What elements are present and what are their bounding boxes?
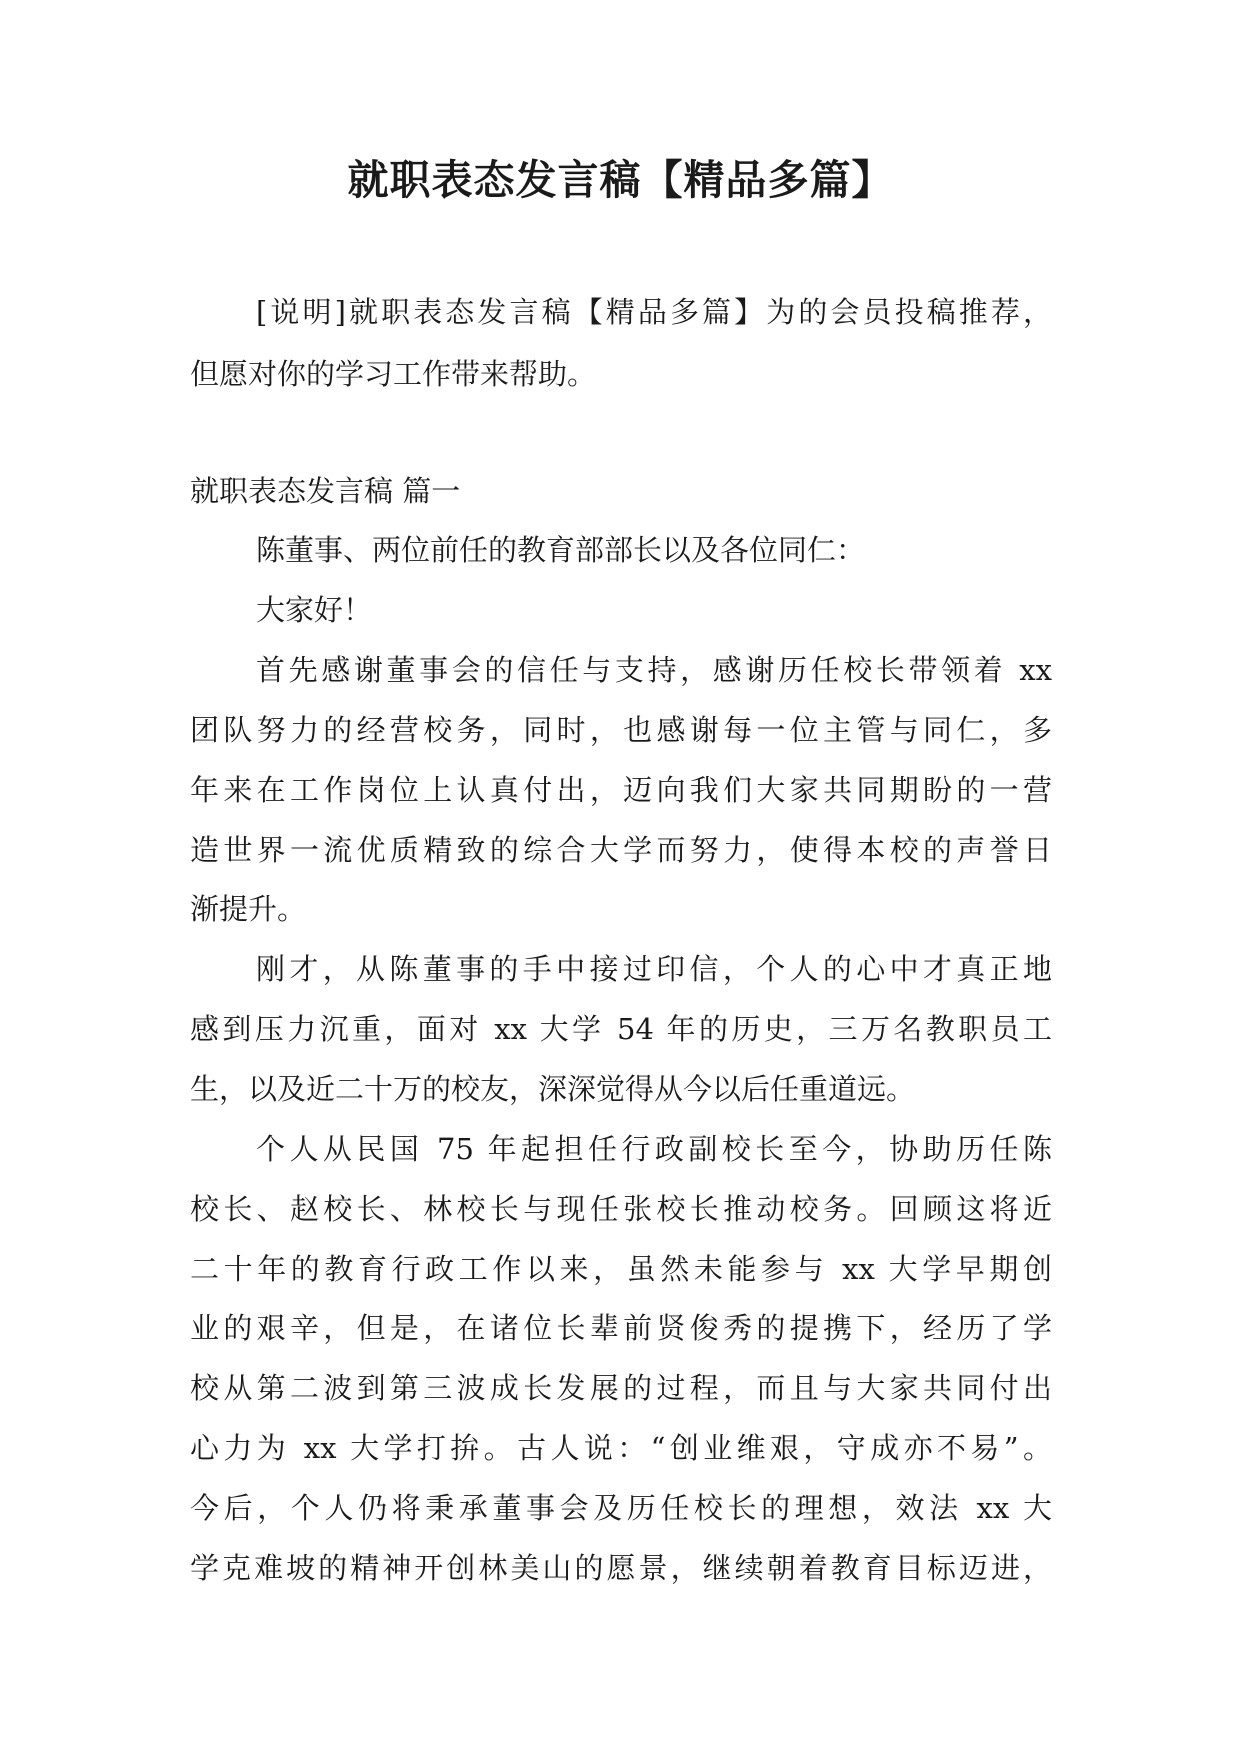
document-title: 就职表态发言稿【精品多篇】 — [347, 156, 894, 204]
section-heading: 就职表态发言稿 篇一 — [190, 474, 461, 508]
intro-line-1: [说明]就职表态发言稿【精品多篇】为的会员投稿推荐， — [256, 295, 1052, 329]
paragraph2-line-2: 感到压力沉重，面对 xx 大学 54 年的历史，三万名教职员工 — [190, 1012, 1052, 1046]
salutation: 陈董事、两位前任的教育部部长以及各位同仁： — [256, 533, 866, 567]
paragraph2-line-3: 生，以及近二十万的校友，深深觉得从今以后任重道远。 — [190, 1072, 916, 1106]
paragraph3-line-3: 二十年的教育行政工作以来，虽然未能参与 xx 大学早期创 — [190, 1252, 1052, 1286]
paragraph3-line-8: 学克难坡的精神开创林美山的愿景，继续朝着教育目标迈进， — [190, 1551, 1052, 1585]
paragraph1-line-1: 首先感谢董事会的信任与支持，感谢历任校长带领着 xx — [256, 653, 1052, 687]
paragraph3-line-1: 个人从民国 75 年起担任行政副校长至今，协助历任陈 — [256, 1132, 1052, 1166]
paragraph1-line-4: 造世界一流优质精致的综合大学而努力，使得本校的声誉日 — [190, 833, 1052, 867]
paragraph1-line-3: 年来在工作岗位上认真付出，迈向我们大家共同期盼的一营 — [190, 773, 1052, 807]
greeting: 大家好！ — [256, 593, 373, 627]
paragraph3-line-4: 业的艰辛，但是，在诸位长辈前贤俊秀的提携下，经历了学 — [190, 1311, 1052, 1345]
paragraph3-line-6: 心力为 xx 大学打拚。古人说：“创业维艰，守成亦不易”。 — [190, 1431, 1052, 1465]
paragraph1-line-2: 团队努力的经营校务，同时，也感谢每一位主管与同仁，多 — [190, 713, 1052, 747]
paragraph3-line-2: 校长、赵校长、林校长与现任张校长推动校务。回顾这将近 — [190, 1192, 1052, 1226]
paragraph1-line-5: 渐提升。 — [190, 892, 307, 926]
paragraph3-line-7: 今后，个人仍将秉承董事会及历任校长的理想，效法 xx 大 — [190, 1491, 1052, 1525]
paragraph2-line-1: 刚才，从陈董事的手中接过印信，个人的心中才真正地 — [256, 952, 1052, 986]
intro-line-2: 但愿对你的学习工作带来帮助。 — [190, 357, 597, 391]
paragraph3-line-5: 校从第二波到第三波成长发展的过程，而且与大家共同付出 — [190, 1371, 1052, 1405]
